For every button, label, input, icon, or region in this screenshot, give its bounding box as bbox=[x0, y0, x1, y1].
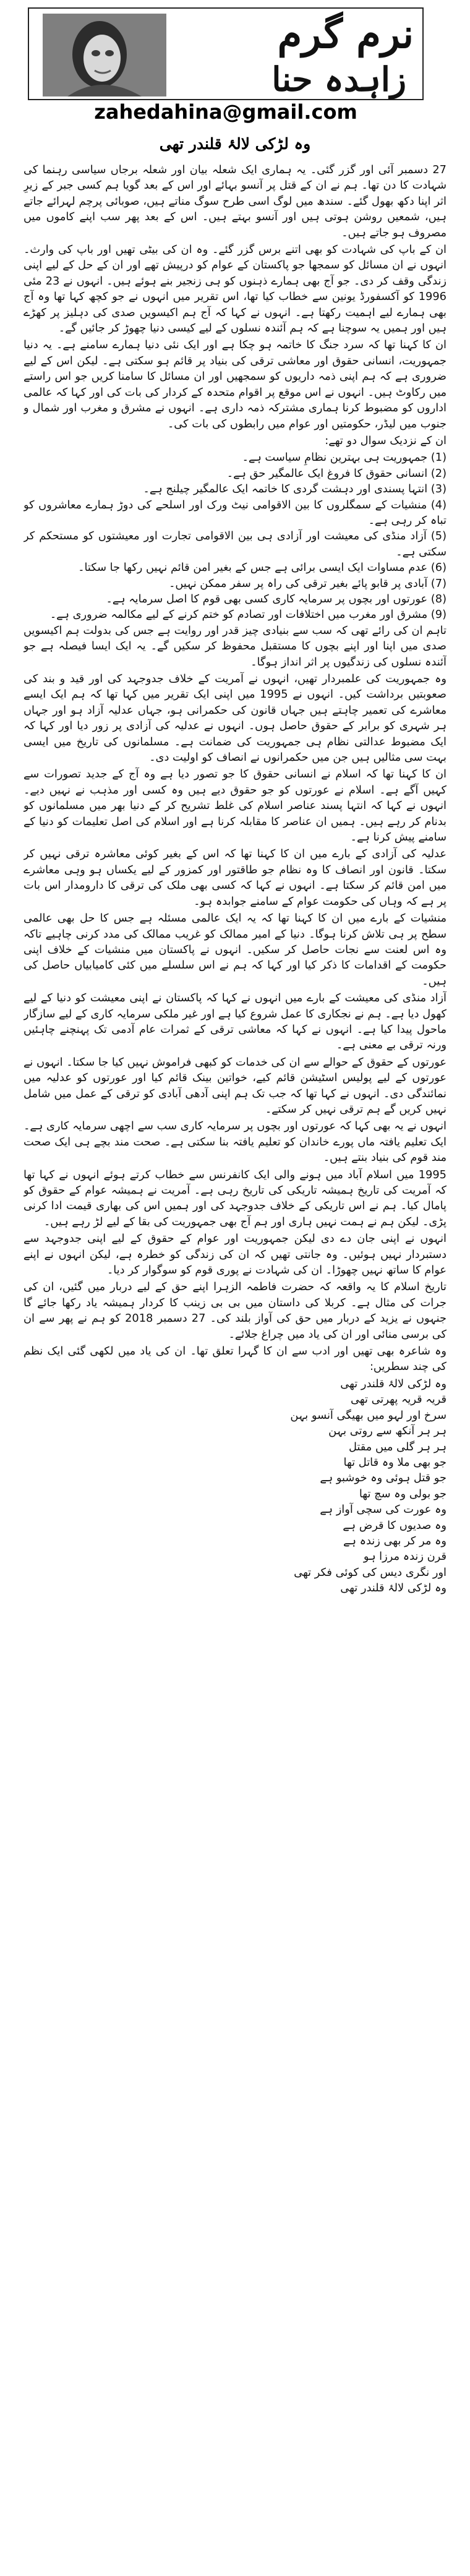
article-headline: وہ لڑکی لالۂ قلندر تھی bbox=[159, 135, 311, 153]
intro-paragraph: ان کے نزدیک سوال دو تھے: bbox=[325, 434, 446, 447]
body-paragraph: عدلیہ کی آزادی کے بارے میں ان کا کہنا تھا کہ اس کے بغیر کوئی معاشرہ ترقی نہیں کر سکتا۔ قانون اور انصاف کا وہ نظام جو طاقتور اور کمزور کے لیے یکساں ہو وہی معاشرے میں امن قائم کر سکتا ہے۔ انہوں نے کہا کہ کسی بھی ملک کی ترقی کا دارومدار اس بات پر ہے کہ وہاں کی حکومت عوام کے سامنے جوابدہ ہو۔ bbox=[24, 847, 446, 908]
body-paragraph: انہوں نے یہ بھی کہا کہ عورتوں اور بچوں پر سرمایہ کاری سب سے اچھی سرمایہ کاری ہے۔ ایک تعلیم یافتہ ماں پورے خاندان کو تعلیم یافتہ بنا سکتی ہے۔ صحت مند بچے ہی ایک صحت مند قوم کی بنیاد بنتے ہیں۔ bbox=[24, 1119, 446, 1165]
body-paragraph: انہوں نے اپنی جان دے دی لیکن جمہوریت اور عوام کے حقوق کے لیے اپنی جدوجہد سے دستبردار نہیں ہوئیں۔ وہ جانتی تھیں کہ ان کی زندگی کو خطرہ ہے، لیکن انہوں نے اپنے عوام کا ساتھ نہیں چھوڑا۔ ان کی شہادت نے پوری قوم کو سوگوار کر دیا۔ bbox=[24, 1232, 446, 1277]
body-paragraph: آزاد منڈی کی معیشت کے بارے میں انہوں نے کہا کہ پاکستان نے اپنی معیشت کو دنیا کے لیے کھول دیا ہے۔ ہم نے نجکاری کا عمل شروع کیا ہے اور غیر ملکی سرمایہ کاری کے لیے سازگار ماحول پیدا کیا ہے۔ انہوں نے کہا کہ معاشی ترقی کے ثمرات عام آدمی تک پہنچنے چاہئیں ورنہ ترقی بے معنی ہے۔ bbox=[24, 991, 446, 1052]
intro-paragraph: 27 دسمبر آئی اور گزر گئی۔ یہ ہماری ایک شعلہ بیان اور شعلہ برجاں سیاسی رہنما کی شہادت کا دن تھا۔ ہم نے ان کے قتل پر آنسو بہائے اور اس کے بعد گویا ہم کسی جبر کے زیرِ اثر اپنا دکھ بھول گئے۔ سندھ میں لوگ اسی طرح سوگ مناتے ہیں، صوبائی پرچم لہرائے جاتے ہیں، شمعیں روشن ہوتی ہیں اور آنسو بہتے ہیں۔ اس کے بعد پھر سب اپنے کاموں میں مصروف ہو جاتے ہیں۔ bbox=[24, 163, 446, 239]
column-title: نرم گرم bbox=[277, 11, 414, 58]
author-photo bbox=[43, 14, 166, 96]
body-paragraph: ان کا کہنا تھا کہ اسلام نے انسانی حقوق کا جو تصور دیا ہے وہ آج کے جدید تصورات سے کہیں آگے ہے۔ اسلام نے عورتوں کو جو حقوق دیے ہیں وہ کسی اور مذہب نے نہیں دیے۔ انہوں نے کہا کہ انتہا پسند عناصر اسلام کی غلط تشریح کر کے دنیا بھر میں مسلمانوں کو بدنام کر رہے ہیں۔ ہمیں ان عناصر کا مقابلہ کرنا ہے اور اسلام کی اصل تعلیمات کو دنیا کے سامنے پیش کرنا ہے۔ bbox=[24, 768, 446, 844]
numbered-point: (6) عدم مساوات ایک ایسی برائی ہے جس کے بغیر امن قائم نہیں رکھا جا سکتا۔ bbox=[78, 561, 446, 575]
poem-line: وہ عورت کی سچی آواز ہے bbox=[320, 1503, 446, 1517]
body-paragraph: وہ شاعرہ بھی تھیں اور ادب سے ان کا گہرا تعلق تھا۔ ان کی یاد میں لکھی گئی ایک نظم کی چند سطریں: bbox=[24, 1345, 446, 1374]
numbered-points-list bbox=[24, 450, 446, 622]
numbered-point: (1) جمہوریت ہی بہترین نظامِ سیاست ہے۔ bbox=[242, 451, 446, 464]
poem-line: ہر ہر گلی میں مقتل bbox=[348, 1440, 446, 1453]
poem-line: اور نگری دیس کی کوئی فکر تھی bbox=[294, 1565, 446, 1579]
author-name: زاہدہ حنا bbox=[271, 59, 406, 99]
body-paragraph: وہ جمہوریت کی علمبردار تھیں، انہوں نے آمریت کے خلاف جدوجہد کی اور قید و بند کی صعوبتیں برداشت کیں۔ انہوں نے 1995 میں اپنی ایک تقریر میں کہا تھا کہ ہم ایک ایسے معاشرے کی تعمیر چاہتے ہیں جہاں قانون کی حکمرانی ہو، جہاں عدلیہ آزاد ہو اور جہاں ہر شہری کو برابر کے حقوق حاصل ہوں۔ انہوں نے عدلیہ کی آزادی پر زور دیا اور کہا کہ ایک مضبوط عدالتی نظام ہی جمہوریت کی ضمانت ہے۔ مسلمانوں کی تاریخ میں ایسی بہت سی مثالیں ہیں جن میں حکمرانوں نے انصاف کو اولیت دی۔ bbox=[24, 672, 446, 764]
intro-paragraph: ان کا کہنا تھا کہ سرد جنگ کا خاتمہ ہو چکا ہے اور ایک نئی دنیا ہمارے سامنے ہے۔ یہ دنیا جمہوریت، انسانی حقوق اور معاشی ترقی کی بنیاد پر قائم ہو سکتی ہے۔ لیکن اس کے لیے ضروری ہے کہ ہم اپنی ذمہ داریوں کو سمجھیں اور ان مسائل کا سامنا کریں جو اس راستے میں رکاوٹ ہیں۔ انہوں نے اس موقع پر اقوام متحدہ کے کردار کی بات کی اور کہا کہ عالمی اداروں کو مضبوط کرنا ہماری مشترکہ ذمہ داری ہے۔ انہوں نے مشرق و مغرب اور شمال و جنوب میں لیڈر، حکومتیں اور عوام میں رابطوں کی بات کی۔ bbox=[24, 338, 446, 430]
poem-line: قرن زندہ مرزا ہو bbox=[363, 1550, 446, 1564]
intro-paragraph: ان کے باپ کی شہادت کو بھی اتنے برس گزر گئے۔ وہ ان کی بیٹی تھیں اور باپ کی وارث۔ انہوں نے ان مسائل کو سمجھا جو پاکستان کے عوام کو درپیش تھے اور ان کے حل کے لیے اپنی زندگی وقف کر دی۔ جو آج بھی ہمارے ذہنوں کو ہی زنجیر بنے ہوئے ہیں۔ انہوں نے 23 مئی 1996 کو آکسفورڈ یونین سے خطاب کیا تھا، اس تقریر میں انہوں نے جو کچھ کہا تھا وہ آج بھی ہمارے لیے اہمیت رکھتا ہے۔ انہوں نے کہا کہ آج ہم اکیسویں صدی کی دہلیز پر کھڑے ہیں اور ہمیں یہ سوچنا ہے کہ ہم آئندہ نسلوں کے لیے کیسی دنیا چھوڑ کر جائیں گے۔ bbox=[24, 243, 446, 335]
poem-line: سرخ اور لہو میں بھیگی آنسو بہن bbox=[290, 1408, 446, 1422]
masthead-text bbox=[177, 11, 419, 100]
poem-line: وہ مر کر بھی زندہ ہے bbox=[343, 1534, 446, 1547]
author-portrait-image bbox=[43, 14, 166, 96]
poem-line: ہر ہر آنکھ سے روتی بہن bbox=[328, 1424, 446, 1438]
poem-line: جو قتل ہوئی وہ خوشبو ہے bbox=[320, 1471, 446, 1485]
poem-line: قریہ قریہ پھرتی تھی bbox=[350, 1393, 446, 1406]
article-body bbox=[24, 162, 446, 2568]
poem-line: جو بولی وہ سچ تھا bbox=[359, 1487, 446, 1500]
closing-poem bbox=[24, 1376, 446, 1596]
numbered-point: (4) منشیات کے سمگلروں کا بین الاقوامی نیٹ ورک اور اسلحے کی دوڑ ہمارے معاشروں کو تباہ کر رہی ہے۔ bbox=[24, 498, 446, 527]
numbered-point: (3) انتہا پسندی اور دہشت گردی کا خاتمہ ایک عالمگیر چیلنج ہے۔ bbox=[143, 482, 446, 496]
body-paragraph: عورتوں کے حقوق کے حوالے سے ان کی خدمات کو کبھی فراموش نہیں کیا جا سکتا۔ انہوں نے عورتوں کے لیے پولیس اسٹیشن قائم کیے، خواتین بینک قائم کیا اور عورتوں کو عدلیہ میں نمائندگی دی۔ انہوں نے کہا تھا کہ جب تک ہم اپنی آدھی آبادی کو ترقی کے عمل میں شامل نہیں کریں گے ہم ترقی نہیں کر سکتے۔ bbox=[24, 1055, 446, 1116]
numbered-point: (9) مشرق اور مغرب میں اختلافات اور تصادم کو ختم کرنے کے لیے مکالمہ ضروری ہے۔ bbox=[49, 608, 446, 622]
numbered-point: (7) آبادی پر قابو پائے بغیر ترقی کی راہ پر سفر ممکن نہیں۔ bbox=[168, 576, 446, 590]
body-paragraph: تاریخ اسلام کا یہ واقعہ کہ حضرت فاطمہ الزہرا اپنے حق کے لیے دربار میں گئیں، ان کی جرات کی مثال ہے۔ کربلا کی داستان میں بی بی زینب کا کردار ہمیشہ یاد رکھا جائے گا جنہوں نے یزید کے دربار میں حق کی آواز بلند کی۔ 27 دسمبر 2018 کو ہم نے پھر سے ان کی برسی منائی اور ان کی یاد میں چراغ جلائے۔ bbox=[24, 1280, 446, 1341]
body-paragraph: 1995 میں اسلام آباد میں ہونے والی ایک کانفرنس سے خطاب کرتے ہوئے انہوں نے کہا تھا کہ آمریت کی تاریخ ہمیشہ تاریکی کی تاریخ رہی ہے۔ آمریت نے ہمیشہ عوام کے حقوق کو پامال کیا۔ ہم نے اس تاریکی کے خلاف جدوجہد کی اور ہمیں اس کی بھاری قیمت ادا کرنی پڑی۔ لیکن ہم نے ہمت نہیں ہاری اور ہم آج بھی جمہوریت کی بقا کے لیے لڑ رہے ہیں۔ bbox=[24, 1168, 446, 1228]
body-paragraph: منشیات کے بارے میں ان کا کہنا تھا کہ یہ ایک عالمی مسئلہ ہے جس کا حل بھی عالمی سطح پر ہی تلاش کرنا ہوگا۔ دنیا کے امیر ممالک کو غریب ممالک کی مدد کرنی چاہیے تاکہ وہ اس لعنت سے نجات حاصل کر سکیں۔ انہوں نے پاکستان میں منشیات کے خلاف اپنی حکومت کے اقدامات کا ذکر کیا اور کہا کہ ہم نے اس سلسلے میں کئی کامیابیاں حاصل کی ہیں۔ bbox=[24, 912, 446, 988]
poem-line: جو بھی ملا وہ قاتل تھا bbox=[343, 1455, 446, 1469]
numbered-point: (8) عورتوں اور بچوں پر سرمایہ کاری کسی بھی قوم کا اصل سرمایہ ہے۔ bbox=[106, 592, 446, 605]
poem-line: وہ صدیوں کا قرض ہے bbox=[343, 1518, 446, 1532]
body-paragraph: تاہم ان کی رائے تھی کہ سب سے بنیادی چیز قدر اور روایت ہے جس کی بدولت ہم اکیسویں صدی میں اپنا اور اپنے بچوں کا مستقبل محفوظ کر سکیں گے۔ یہ ایک ایسا فیصلہ ہے جو آئندہ نسلوں کی زندگیوں پر اثر انداز ہوگا۔ bbox=[24, 623, 446, 669]
poem-line: وہ لڑکی لالۂ قلندر تھی bbox=[340, 1377, 446, 1390]
poem-line: وہ لڑکی لالۂ قلندر تھی bbox=[340, 1581, 446, 1595]
masthead-frame bbox=[28, 7, 424, 100]
author-email[interactable]: zahedahina@gmail.com bbox=[94, 100, 357, 124]
numbered-point: (2) انسانی حقوق کا فروغ ایک عالمگیر حق ہے۔ bbox=[226, 466, 446, 480]
column-masthead bbox=[28, 7, 424, 129]
numbered-point: (5) آزاد منڈی کی معیشت اور آزادی ہی بین الاقوامی تجارت اور معیشتوں کو مستحکم کر سکتی ہے۔ bbox=[24, 529, 446, 558]
